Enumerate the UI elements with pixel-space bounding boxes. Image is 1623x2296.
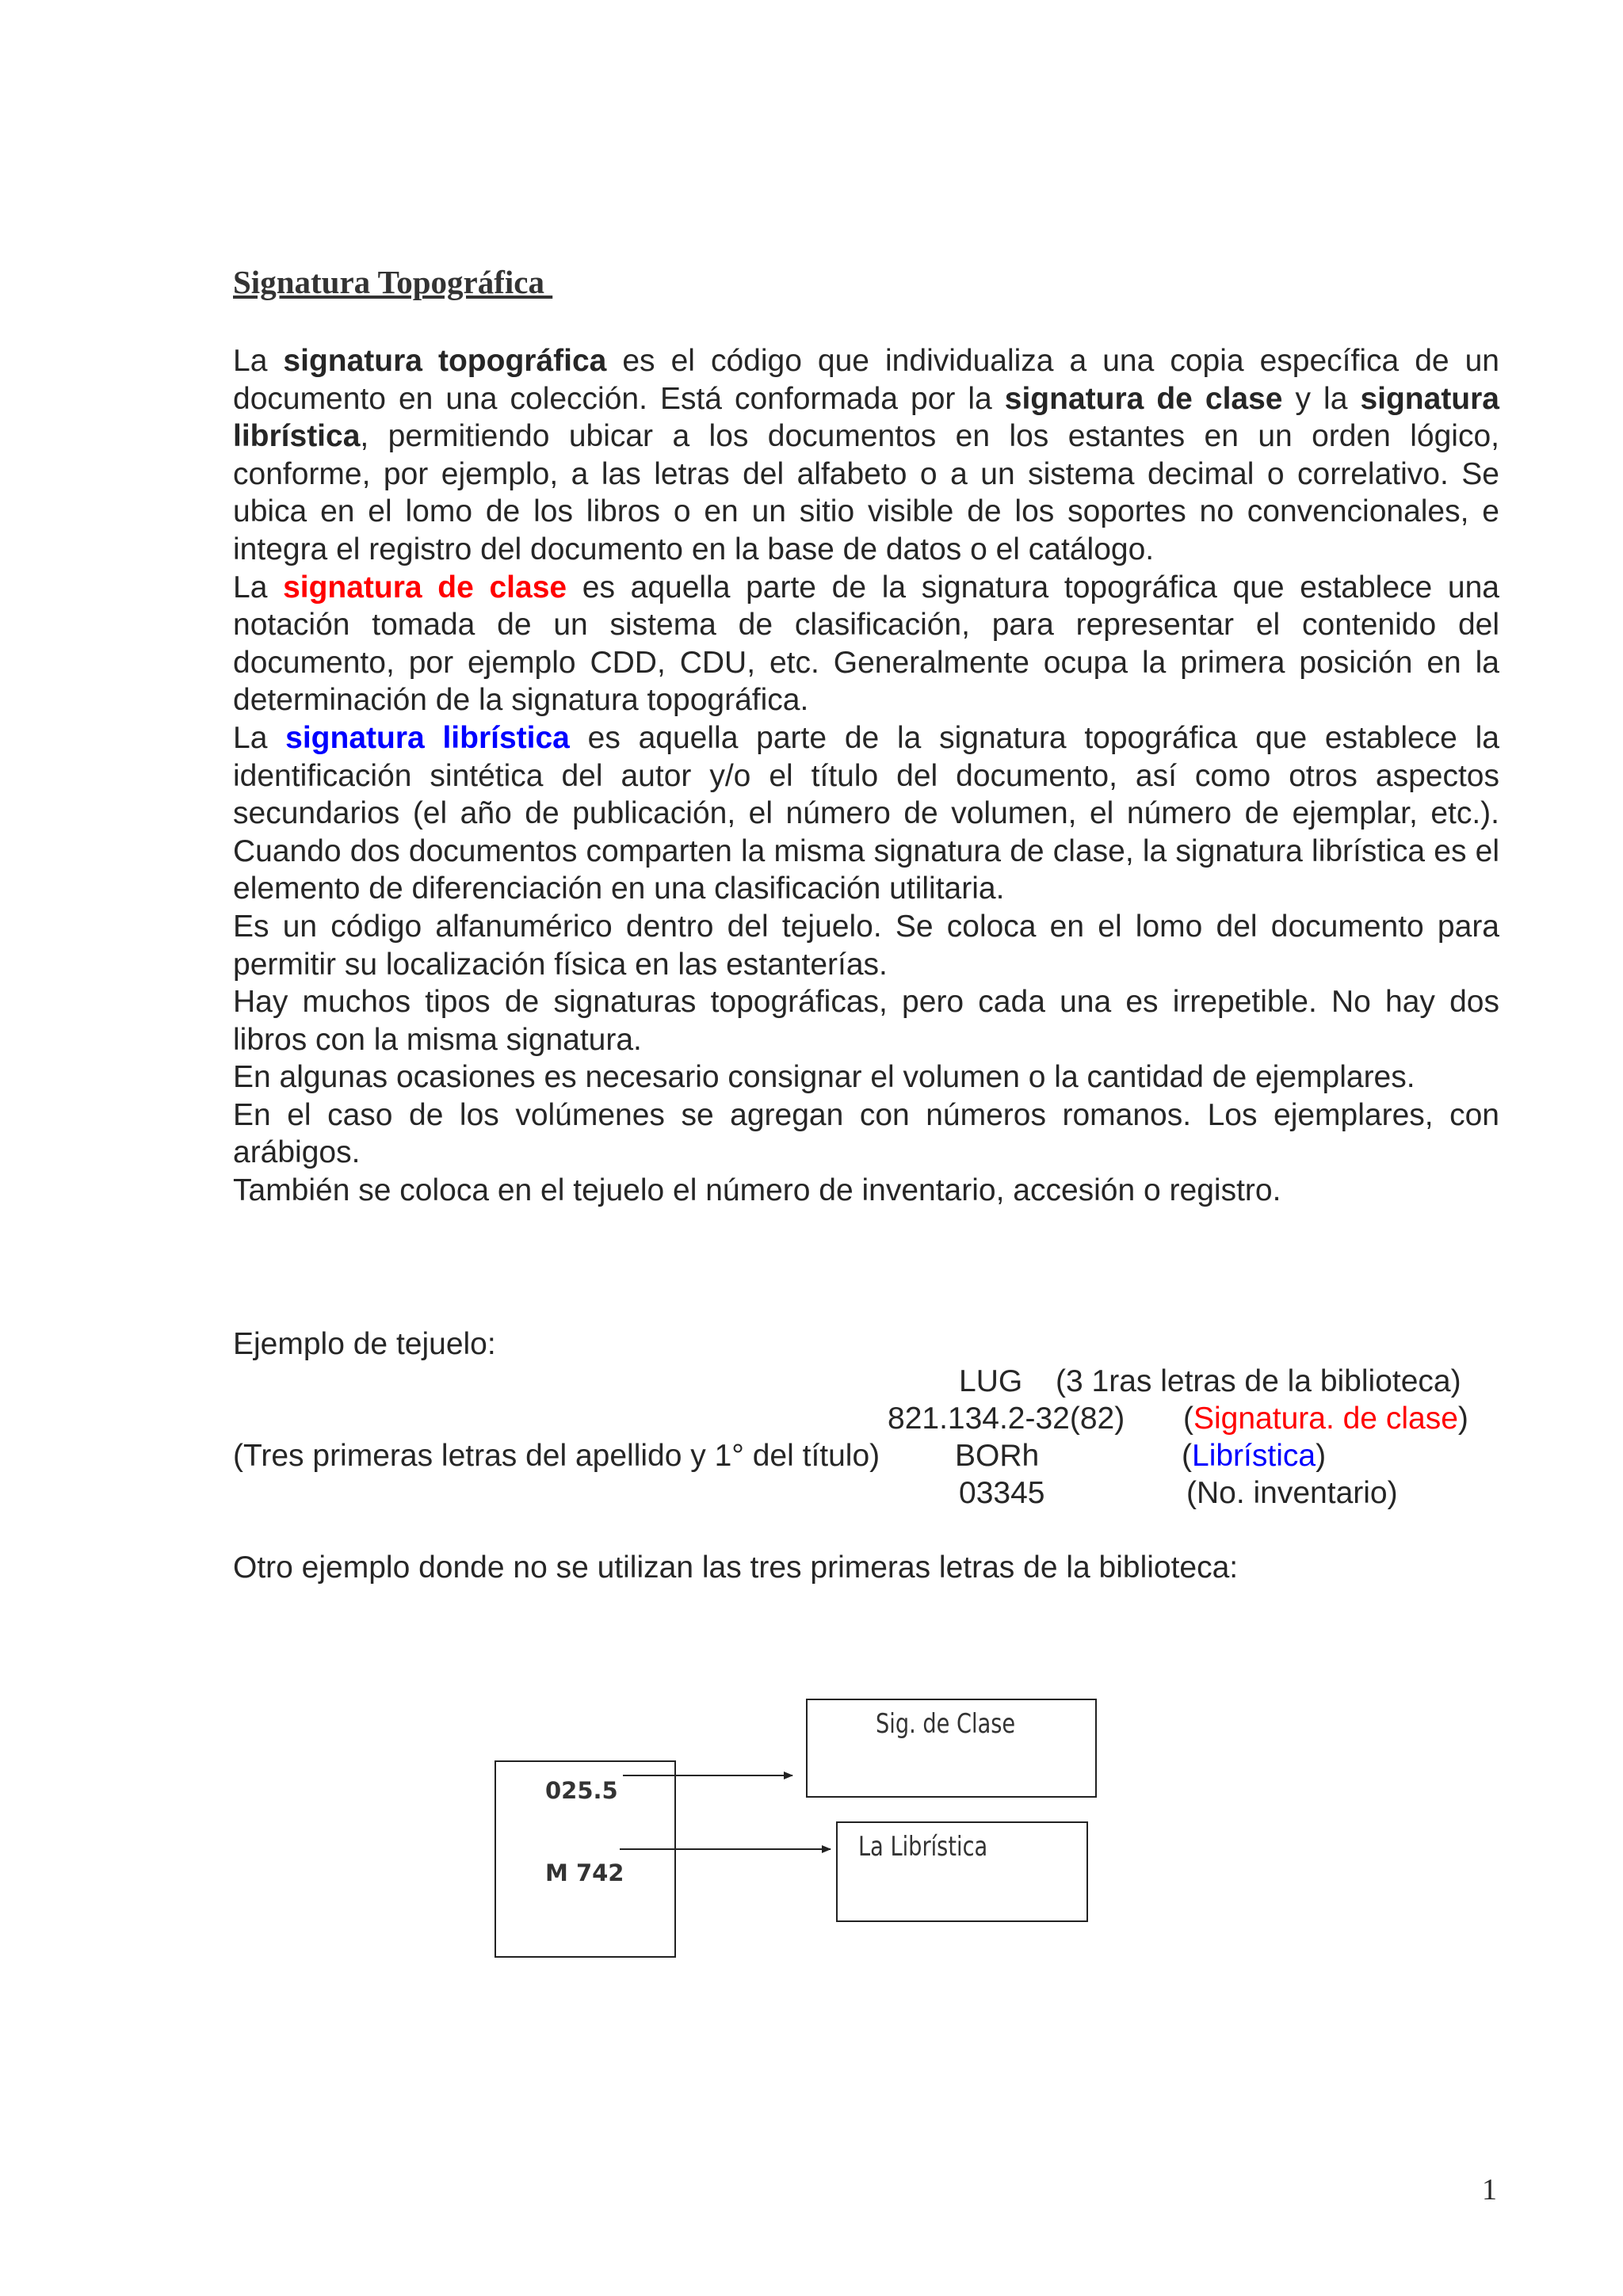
text-run: es aquella parte de la signatura topográfica que establece la identificación sintética del autor y/o el título del documento, así como otros aspectos secundarios (el año de publicación, el número de volumen, el número de ejemplar, etc.). Cuando dos documentos comparten la misma signatura de clase, la signatura librística es el elemento de diferenciación en una clasificación utilitaria.	[233, 720, 1499, 906]
paragraph-codigo: Es un código alfanumérico dentro del tejuelo. Se coloca en el lomo del documento para permitir su localización física en las estanterías.	[233, 909, 1499, 982]
red-note-signatura-de-clase: Signatura. de clase	[1193, 1402, 1458, 1436]
label-la-libristica: La Librística	[858, 1831, 988, 1863]
example-note-biblioteca: (3 1ras letras de la biblioteca)	[1056, 1364, 1461, 1398]
paren: (	[1183, 1402, 1193, 1436]
page-title: Signatura Topográfica	[233, 264, 553, 300]
page-number: 1	[1482, 2173, 1497, 2206]
paragraph-ocasiones: En algunas ocasiones es necesario consignar el volumen o la cantidad de ejemplares.	[233, 1060, 1415, 1095]
text-run: La	[233, 570, 284, 605]
bold-term-signatura-de-clase: signatura de clase	[1004, 381, 1283, 416]
example-code-inventario: 03345	[959, 1476, 1045, 1510]
text-run: y la	[1282, 381, 1361, 416]
bold-term-signatura-topografica: signatura topográfica	[283, 344, 607, 378]
blue-note-libristica: Librística	[1192, 1439, 1316, 1473]
text-run: es el código que individualiza a una copia específica de un documento en una colección. Está conformada por la	[233, 344, 1499, 416]
paragraph-tipos: Hay muchos tipos de signaturas topográficas, pero cada una es irrepetible. No hay dos libros con la misma signatura.	[233, 985, 1499, 1057]
label-sig-de-clase: Sig. de Clase	[876, 1708, 1016, 1740]
example-note-inventario: (No. inventario)	[1186, 1476, 1398, 1510]
text-run: es aquella parte de la signatura topográfica que establece una notación tomada de un sistema de clasificación, para representar el contenido del documento, por ejemplo CDD, CDU, etc. Generalmente ocupa la primera posición en la determinación de la signatura topográfica.	[233, 570, 1499, 718]
blue-term-signatura-libristica: signatura librística	[285, 720, 570, 755]
paren: )	[1316, 1439, 1327, 1473]
text-run: , permitiendo ubicar a los documentos en los estantes en un orden lógico, conforme, por ejemplo, a las letras del alfabeto o a un sistema decimal o correlativo. Se ubica en el lomo de los libros o en un sitio visible de los soportes no convencionales, e integra el registro del documento en la base de datos o el catálogo.	[233, 419, 1499, 566]
red-term-signatura-de-clase: signatura de clase	[283, 570, 567, 605]
text-run: La	[233, 344, 284, 378]
paragraph-inventario: También se coloca en el tejuelo el número de inventario, accesión o registro.	[233, 1173, 1281, 1208]
other-example-text: Otro ejemplo donde no se utilizan las tres primeras letras de la biblioteca:	[233, 1550, 1239, 1585]
tejuelo-code-libristica: M 742	[545, 1859, 624, 1886]
example-heading: Ejemplo de tejuelo:	[233, 1327, 496, 1361]
example-note-apellido: (Tres primeras letras del apellido y 1° del título)	[233, 1439, 880, 1473]
tejuelo-code-clase: 025.5	[545, 1777, 618, 1804]
example-code-lug: LUG	[959, 1364, 1023, 1398]
paren: (	[1182, 1439, 1192, 1473]
paren: )	[1457, 1402, 1468, 1436]
example-code-clase: 821.134.2-32(82)	[888, 1402, 1125, 1436]
paragraph-volumenes: En el caso de los volúmenes se agregan con números romanos. Los ejemplares, con arábigos.	[233, 1097, 1499, 1170]
example-code-borh: BORh	[955, 1439, 1040, 1473]
bold-term-signatura-libristica: signatura librística	[233, 381, 1499, 454]
text-run: La	[233, 720, 286, 755]
